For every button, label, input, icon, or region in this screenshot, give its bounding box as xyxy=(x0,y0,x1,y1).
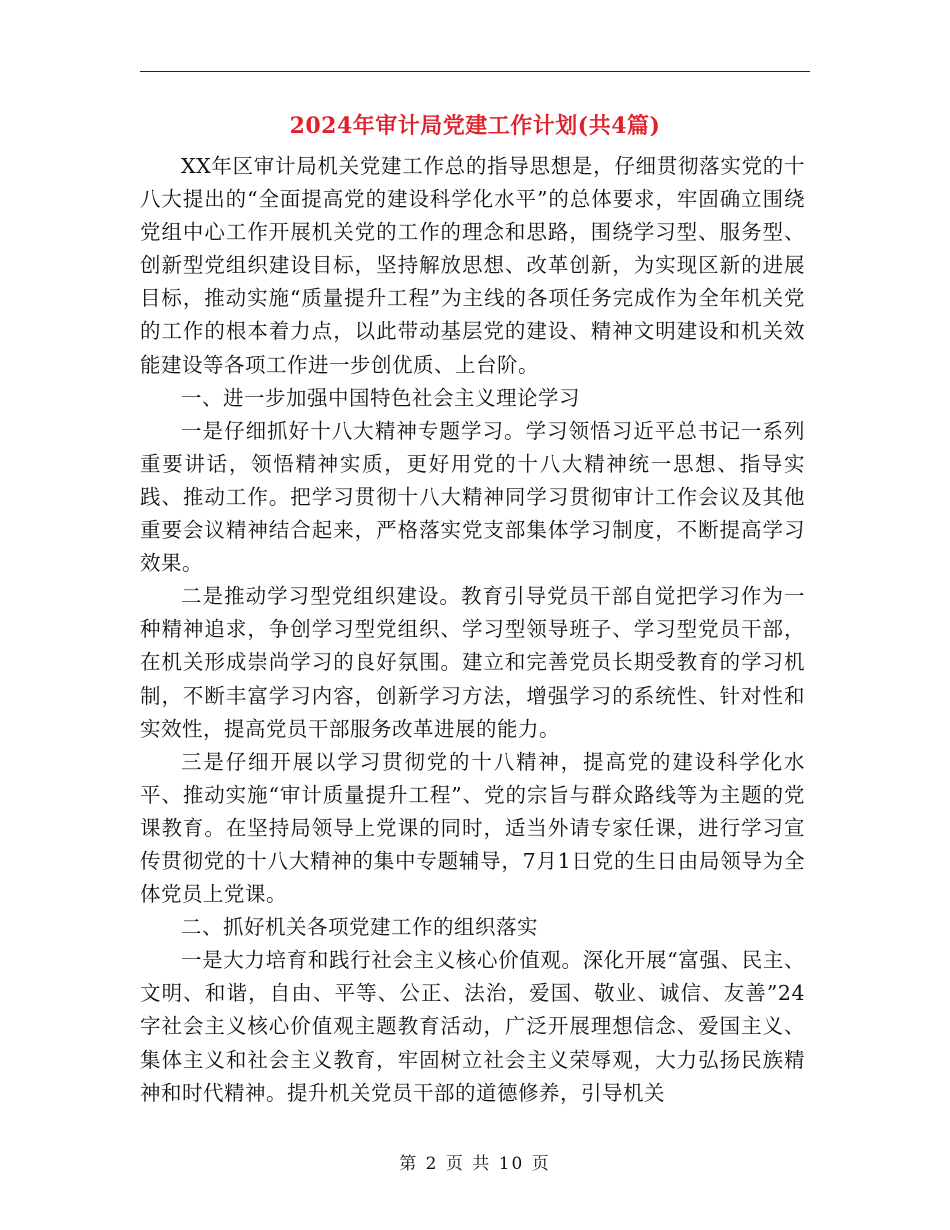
document-title: 2024年审计局党建工作计划(共4篇) xyxy=(289,113,661,139)
paragraph-1-3: 三是仔细开展以学习贯彻党的十八精神，提高党的建设科学化水平、推动实施“审计质量提升工程”、党的宗旨与群众路线等为主题的党课教育。在坚持局领导上党课的同时，适当外请专家任课，进行学习宣传贯彻党的十八大精神的集中专题辅导，7月1日党的生日由局领导为全体党员上党课。 xyxy=(140,749,805,907)
page-number: 第 2 页 共 10 页 xyxy=(399,1154,551,1174)
header-rule xyxy=(140,71,810,72)
paragraph-1-1: 一是仔细抓好十八大精神专题学习。学习领悟习近平总书记一系列重要讲话，领悟精神实质，更好用党的十八大精神统一思想、指导实践、推动工作。把学习贯彻十八大精神同学习贯彻审计工作会议及其他重要会议精神结合起来，严格落实党支部集体学习制度，不断提高学习效果。 xyxy=(140,418,805,576)
paragraph-2-1: 一是大力培育和践行社会主义核心价值观。深化开展“富强、民主、文明、和谐，自由、平等、公正、法治，爱国、敬业、诚信、友善”24字社会主义核心价值观主题教育活动，广泛开展理想信念、爱国主义、集体主义和社会主义教育，牢固树立社会主义荣辱观，大力弘扬民族精神和时代精神。提升机关党员干部的道德修养，引导机关 xyxy=(140,948,805,1105)
document-body xyxy=(140,150,805,1110)
paragraph-intro: XX年区审计局机关党建工作总的指导思想是，仔细贯彻落实党的十八大提出的“全面提高党的建设科学化水平”的总体要求，牢固确立围绕党组中心工作开展机关党的工作的理念和思路，围绕学习型、服务型、创新型党组织建设目标，坚持解放思想、改革创新，为实现区新的进展目标，推动实施“质量提升工程”为主线的各项任务完成作为全年机关党的工作的根本着力点，以此带动基层党的建设、精神文明建设和机关效能建设等各项工作进一步创优质、上台阶。 xyxy=(140,154,805,377)
section-heading-1: 一、进一步加强中国特色社会主义理论学习 xyxy=(181,385,580,410)
paragraph-1-2: 二是推动学习型党组织建设。教育引导党员干部自觉把学习作为一种精神追求，争创学习型党组织、学习型领导班子、学习型党员干部，在机关形成崇尚学习的良好氛围。建立和完善党员长期受教育的学习机制，不断丰富学习内容，创新学习方法，增强学习的系统性、针对性和实效性，提高党员干部服务改革进展的能力。 xyxy=(140,584,805,741)
section-heading-2: 二、抓好机关各项党建工作的组织落实 xyxy=(181,915,538,940)
